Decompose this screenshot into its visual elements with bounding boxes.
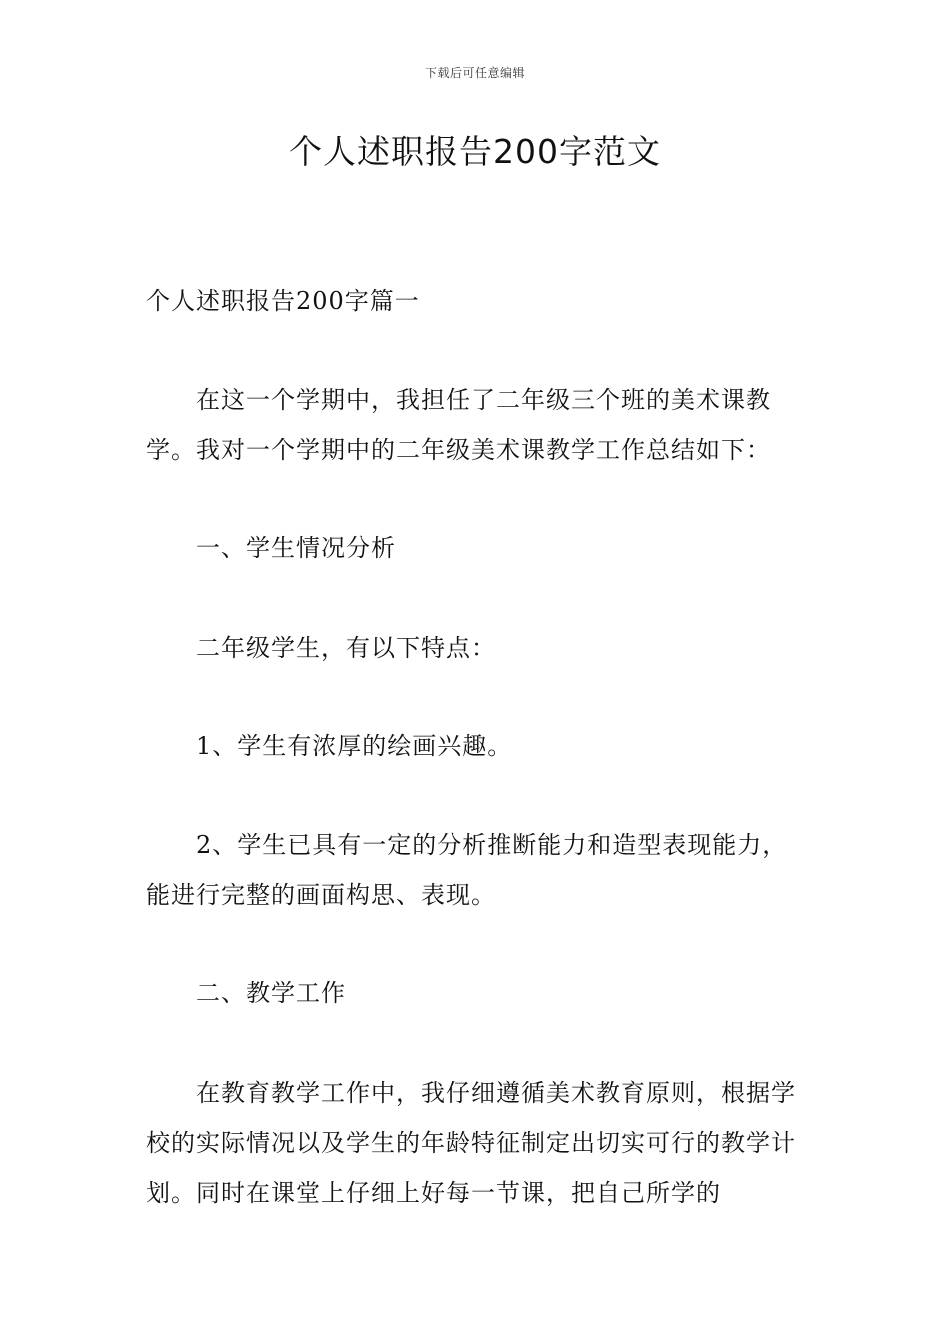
section-heading: 个人述职报告200字篇一 <box>146 287 420 315</box>
page-title: 个人述职报告200字范文 <box>289 132 661 171</box>
list-item-2: 2、学生已具有一定的分析推断能力和造型表现能力，能进行完整的画面构思、表现。 <box>146 831 788 909</box>
heading-student-analysis: 一、学生情况分析 <box>196 534 396 562</box>
paragraph-teaching-work: 在教育教学工作中，我仔细遵循美术教育原则，根据学校的实际情况以及学生的年龄特征制定出切实可行的教学计划。同时在课堂上仔细上好每一节课，把自己所学的 <box>146 1079 796 1207</box>
header-note: 下载后可任意编辑 <box>424 66 525 80</box>
list-item-1: 1、学生有浓厚的绘画兴趣。 <box>196 732 513 760</box>
paragraph-intro: 在这一个学期中，我担任了二年级三个班的美术课教学。我对一个学期中的二年级美术课教学工作总结如下： <box>146 386 771 464</box>
heading-teaching-work: 二、教学工作 <box>196 979 346 1007</box>
paragraph-student-traits: 二年级学生，有以下特点： <box>196 634 496 662</box>
